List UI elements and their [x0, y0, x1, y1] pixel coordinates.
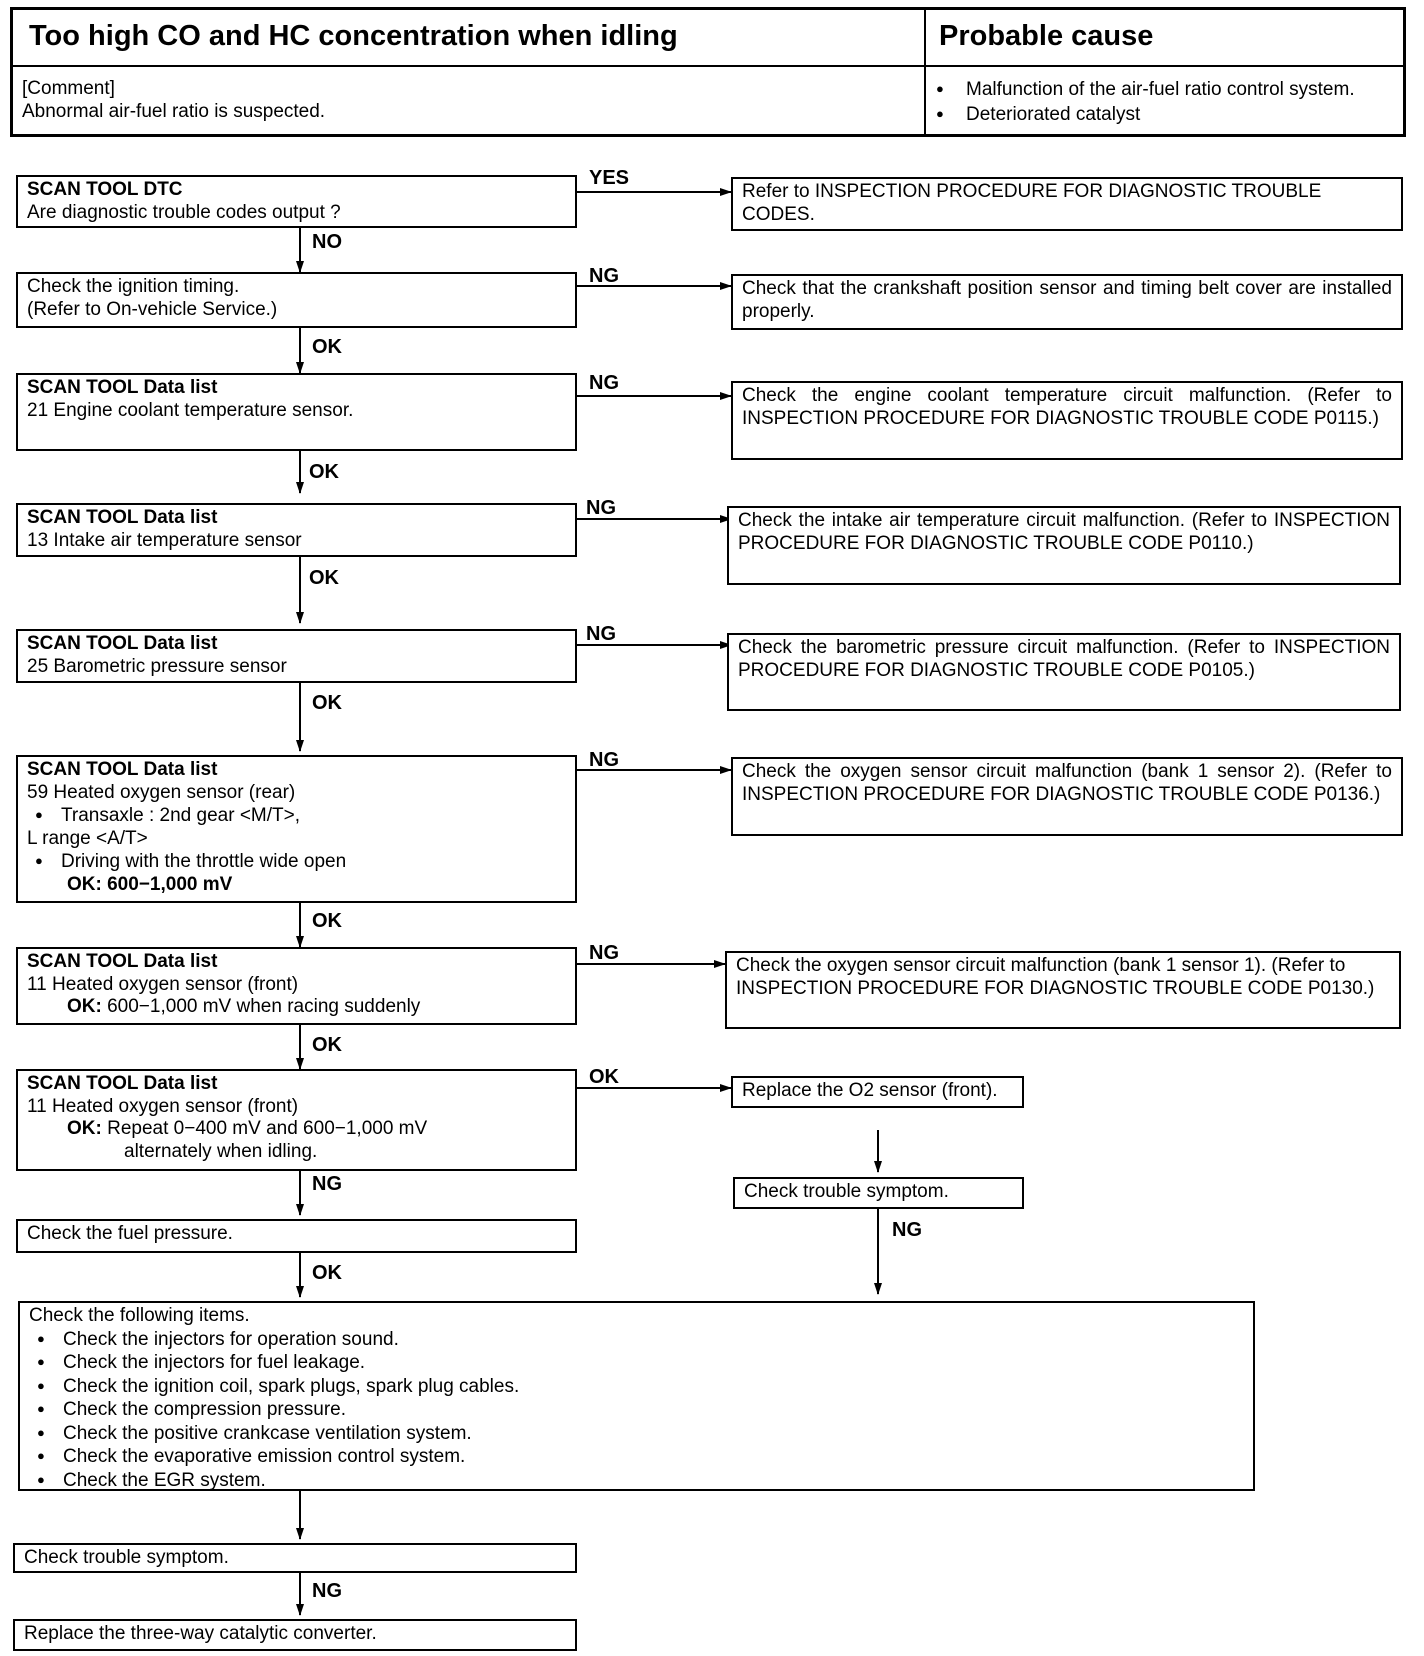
label-ok: OK	[309, 461, 339, 483]
result-text: Replace the O2 sensor (front).	[742, 1080, 998, 1101]
step-text: Check trouble symptom.	[24, 1547, 229, 1568]
result-text: Check the oxygen sensor circuit malfunction (bank 1 sensor 2). (Refer to INSPECTION PROCEDURE FOR DIAGNOSTIC TROUBLE CODE P0136.)	[742, 761, 1392, 805]
comment-text: Abnormal air-fuel ratio is suspected.	[22, 101, 326, 122]
label-ng: NG	[312, 1173, 342, 1195]
probable-cause-heading: Probable cause	[926, 10, 1403, 67]
result-text: Check the oxygen sensor circuit malfunction (bank 1 sensor 1). (Refer to INSPECTION PROCEDURE FOR DIAGNOSTIC TROUBLE CODE P0130.)	[736, 955, 1375, 999]
step-title: SCAN TOOL Data list	[27, 377, 218, 398]
label-yes: YES	[589, 167, 630, 189]
label-ng: NG	[589, 942, 619, 964]
step-text: 11 Heated oxygen sensor (front)	[27, 1095, 299, 1117]
label-ok: OK	[312, 1262, 342, 1284]
label-ng: NG	[589, 265, 619, 287]
ok-value: 600−1,000 mV when racing suddenly	[107, 996, 421, 1017]
result-check-trouble-symptom	[733, 1177, 1024, 1209]
step-text: Are diagnostic trouble codes output ?	[27, 201, 341, 223]
step-scan-tool-dtc	[16, 175, 577, 228]
step-title: SCAN TOOL Data list	[27, 951, 218, 972]
step-text: 13 Intake air temperature sensor	[27, 529, 302, 551]
step-text: L range <A/T>	[27, 827, 148, 849]
label-ok: OK	[312, 910, 342, 932]
bullet-item: ● Transaxle : 2nd gear <M/T>,	[27, 804, 566, 828]
result-text: Check the barometric pressure circuit malfunction. (Refer to INSPECTION PROCEDURE FOR DIAGNOSTIC TROUBLE CODE P0105.)	[738, 637, 1390, 681]
step-text: 59 Heated oxygen sensor (rear)	[27, 781, 296, 803]
ok-value: Repeat 0−400 mV and 600−1,000 mV	[107, 1118, 428, 1139]
step-replace-catalytic-converter	[13, 1619, 577, 1651]
step-coolant-temp	[16, 373, 577, 451]
step-text: Check the ignition timing.	[27, 276, 240, 297]
bullet-item: ● Check the injectors for operation sound.	[29, 1328, 1244, 1352]
result-replace-o2-sensor	[731, 1076, 1024, 1108]
ok-label: OK:	[67, 996, 102, 1017]
label-ok: OK	[312, 336, 342, 358]
step-text: (Refer to On-vehicle Service.)	[27, 298, 278, 320]
page-title: Too high CO and HC concentration when idling	[13, 10, 926, 67]
step-text: 11 Heated oxygen sensor (front)	[27, 973, 299, 995]
label-ng: NG	[892, 1219, 922, 1241]
ok-value-cont: alternately when idling.	[124, 1140, 318, 1162]
result-text: Refer to INSPECTION PROCEDURE FOR DIAGNOSTIC TROUBLE CODES.	[742, 181, 1322, 225]
step-intake-air-temp	[16, 503, 577, 557]
bullet-item: ● Check the evaporative emission control system.	[29, 1445, 1244, 1469]
label-ok: OK	[309, 567, 339, 589]
label-ng: NG	[586, 497, 616, 519]
result-crankshaft-sensor	[731, 274, 1403, 330]
label-ng: NG	[589, 372, 619, 394]
bullet-item: ● Check the compression pressure.	[29, 1398, 1244, 1422]
result-refer-dtc	[731, 177, 1403, 231]
step-title: SCAN TOOL Data list	[27, 633, 218, 654]
step-title: SCAN TOOL Data list	[27, 507, 218, 528]
cause-item: ● Deteriorated catalyst	[936, 102, 1403, 127]
step-check-trouble-symptom	[13, 1543, 577, 1573]
step-barometric-pressure	[16, 629, 577, 683]
result-coolant-circuit	[731, 381, 1403, 460]
cause-item: ● Malfunction of the air-fuel ratio control system.	[936, 77, 1403, 102]
ok-spec	[27, 1118, 566, 1141]
step-ignition-timing	[16, 272, 577, 328]
ok-spec	[27, 996, 566, 1019]
label-ng: NG	[586, 623, 616, 645]
result-text: Check that the crankshaft position sensor and timing belt cover are installed properly.	[742, 278, 1392, 322]
bullet-item: ● Driving with the throttle wide open	[27, 850, 566, 874]
label-ok: OK	[589, 1066, 619, 1088]
result-text: Check the engine coolant temperature circuit malfunction. (Refer to INSPECTION PROCEDURE FOR DIAGNOSTIC TROUBLE CODE P0115.)	[742, 385, 1392, 429]
step-title: SCAN TOOL Data list	[27, 1073, 218, 1094]
label-no: NO	[312, 231, 342, 253]
bullet-item: ● Check the injectors for fuel leakage.	[29, 1351, 1244, 1375]
ok-value: 600−1,000 mV	[107, 873, 233, 895]
result-intake-air-circuit	[727, 506, 1401, 585]
step-title: SCAN TOOL DTC	[27, 179, 183, 200]
result-barometric-circuit	[727, 633, 1401, 711]
label-ng: NG	[312, 1580, 342, 1602]
bullet-item: ● Check the positive crankcase ventilation system.	[29, 1422, 1244, 1446]
ok-label: OK:	[67, 873, 102, 895]
result-text: Check the intake air temperature circuit malfunction. (Refer to INSPECTION PROCEDURE FOR DIAGNOSTIC TROUBLE CODE P0110.)	[738, 510, 1390, 554]
result-text: Check trouble symptom.	[744, 1181, 949, 1202]
label-ok: OK	[312, 692, 342, 714]
step-fuel-pressure	[16, 1219, 577, 1253]
result-o2-rear-circuit	[731, 757, 1403, 836]
label-ng: NG	[589, 749, 619, 771]
step-check-following-items	[18, 1301, 1255, 1491]
label-ok: OK	[312, 1034, 342, 1056]
step-heated-o2-rear	[16, 755, 577, 903]
step-text: 21 Engine coolant temperature sensor.	[27, 399, 354, 421]
result-o2-front-circuit	[725, 951, 1401, 1029]
step-text: Check the following items.	[29, 1305, 250, 1326]
step-text: Check the fuel pressure.	[27, 1223, 233, 1244]
ok-spec	[27, 874, 566, 897]
step-title: SCAN TOOL Data list	[27, 759, 218, 780]
step-text: 25 Barometric pressure sensor	[27, 655, 287, 677]
ok-label: OK:	[67, 1118, 102, 1139]
step-heated-o2-front	[16, 947, 577, 1025]
comment-label: [Comment]	[22, 78, 115, 99]
bullet-item: ● Check the EGR system.	[29, 1469, 1244, 1493]
step-heated-o2-front-idle	[16, 1069, 577, 1171]
bullet-item: ● Check the ignition coil, spark plugs, spark plug cables.	[29, 1375, 1244, 1399]
step-text: Replace the three-way catalytic converter.	[24, 1623, 377, 1644]
